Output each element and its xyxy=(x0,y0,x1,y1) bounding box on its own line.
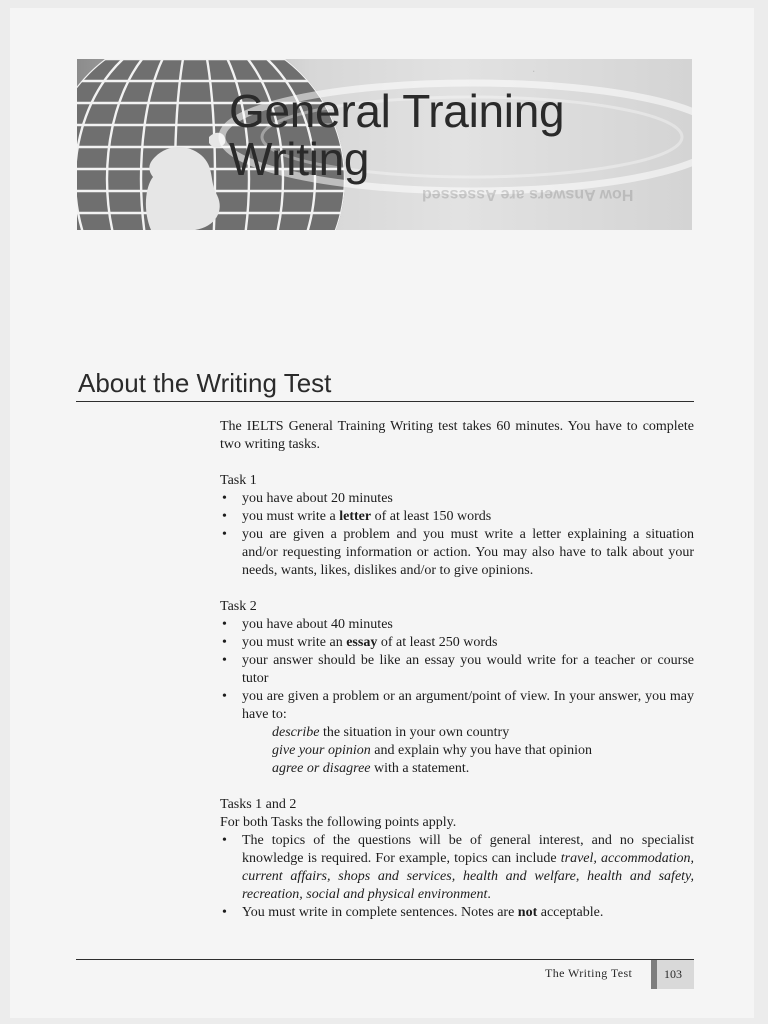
bullet-text: you are given a problem and you must write a letter explaining a situation and/or requesting information or action. You may also have to talk about your needs, wants, likes, dislikes and/or to give opinions. xyxy=(242,527,694,578)
bullet-text: your answer should be like an essay you would write for a teacher or course tutor xyxy=(242,653,694,686)
section-heading: About the Writing Test xyxy=(78,368,332,398)
bullet-text: you have about 20 minutes xyxy=(242,491,393,506)
page-number: 103 xyxy=(664,967,682,981)
task-2-list xyxy=(220,616,694,778)
chapter-title-line-1: General Training xyxy=(229,85,565,137)
bullet-text: . xyxy=(487,887,491,902)
bullet-text: you must write an xyxy=(242,635,347,650)
bold-term: not xyxy=(517,905,538,920)
section-rule xyxy=(76,401,694,402)
bullet-text: You must write in complete sentences. Notes are xyxy=(242,905,518,920)
bullet-text: of at least 250 words xyxy=(377,635,498,650)
italic-term: give your opinion xyxy=(272,743,371,758)
bold-term: letter xyxy=(339,509,372,524)
sub-item xyxy=(242,760,694,778)
italic-term: travel, accommodation, current affairs, shops and services, health and welfare, health and safety, recreation, social and physical environment xyxy=(242,851,694,902)
chapter-banner: . How Answers are Assessed General Training Writing xyxy=(77,59,692,230)
sub-item-text: with a statement. xyxy=(370,761,470,776)
bullet-text: acceptable. xyxy=(537,905,604,920)
bold-term: essay xyxy=(346,635,378,650)
footer-rule xyxy=(76,959,694,960)
task-2-heading: Task 2 xyxy=(220,599,257,614)
running-footer: The Writing Test xyxy=(545,966,633,980)
list-item xyxy=(220,832,694,904)
chapter-title xyxy=(229,87,564,183)
sub-item xyxy=(242,724,694,742)
list-item xyxy=(220,508,694,526)
list-item xyxy=(220,634,694,652)
bullet-text: you must write a xyxy=(242,509,340,524)
banner-background-text: How Answers are Assessed xyxy=(422,186,634,203)
bullet-text: you are given a problem or an argument/point of view. In your answer, you may have to: xyxy=(242,689,694,722)
task-1-heading: Task 1 xyxy=(220,473,257,488)
page-number-tab xyxy=(651,960,694,989)
sub-item-text: the situation in your own country xyxy=(319,725,510,740)
list-item xyxy=(220,616,694,634)
list-item xyxy=(220,652,694,688)
italic-term: agree or disagree xyxy=(272,761,371,776)
list-item xyxy=(220,490,694,508)
chapter-title-line-2: Writing xyxy=(229,133,370,185)
list-item xyxy=(220,904,694,922)
bullet-text: you have about 40 minutes xyxy=(242,617,393,632)
page xyxy=(10,8,754,1018)
bullet-text: of at least 150 words xyxy=(371,509,492,524)
list-item xyxy=(220,688,694,778)
italic-term: describe xyxy=(272,725,320,740)
intro-paragraph: The IELTS General Training Writing test takes 60 minutes. You have to complete two writing tasks. xyxy=(220,419,694,452)
list-item xyxy=(220,526,694,580)
task-1-list xyxy=(220,490,694,580)
tasks-1-and-2-heading: Tasks 1 and 2 xyxy=(220,797,297,812)
sub-item xyxy=(242,742,694,760)
tasks-1-and-2-intro: For both Tasks the following points apply. xyxy=(220,815,457,830)
sub-item-text: and explain why you have that opinion xyxy=(370,743,592,758)
bullet-text: The topics of the questions will be of general interest, and no specialist knowledge is required. For example, topics can include xyxy=(242,833,694,866)
main-content xyxy=(220,418,694,922)
tasks-1-and-2-list xyxy=(220,832,694,922)
